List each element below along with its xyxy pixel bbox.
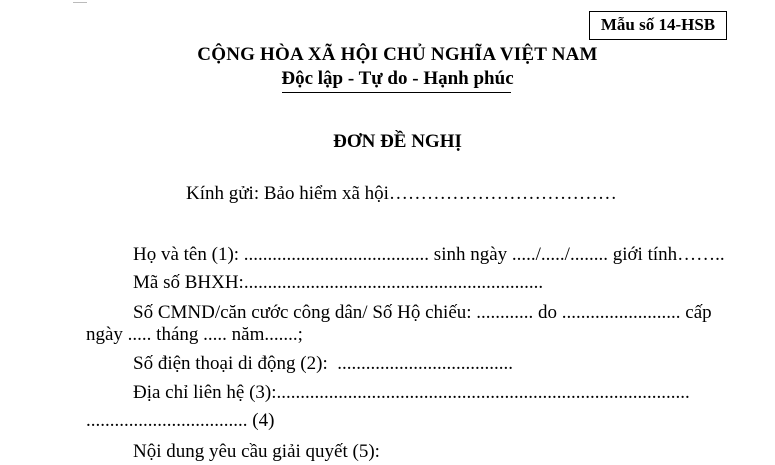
form-code-box: Mẫu số 14-HSB: [589, 11, 727, 40]
document-title: ĐƠN ĐỀ NGHỊ: [333, 131, 462, 152]
address-line-continued: .................................. (4): [86, 410, 275, 431]
request-content-line: Nội dung yêu cầu giải quyết (5):: [133, 441, 380, 462]
id-issue-date-line: ngày ..... tháng ..... năm.......;: [86, 324, 303, 345]
name-line: Họ và tên (1): ....................................... sinh ngày ...../...../........ giới tính……..: [133, 244, 725, 265]
motto: Độc lập - Tự do - Hạnh phúc: [281, 68, 514, 89]
recipient-line: Kính gửi: Bảo hiểm xã hội………………………………: [186, 183, 617, 204]
phone-line: Số điện thoại di động (2): .....................................: [133, 353, 513, 374]
id-number-line: Số CMND/căn cước công dân/ Số Hộ chiếu: ............ do ......................... cấp: [133, 302, 712, 323]
motto-underline: [282, 92, 511, 93]
national-title: CỘNG HÒA XÃ HỘI CHỦ NGHĨA VIỆT NAM: [197, 44, 598, 65]
bhxh-number-line: Mã số BHXH:...............................................................: [133, 272, 544, 293]
stray-mark: [73, 0, 87, 3]
address-line: Địa chỉ liên hệ (3):.......................................................................................: [133, 382, 690, 403]
